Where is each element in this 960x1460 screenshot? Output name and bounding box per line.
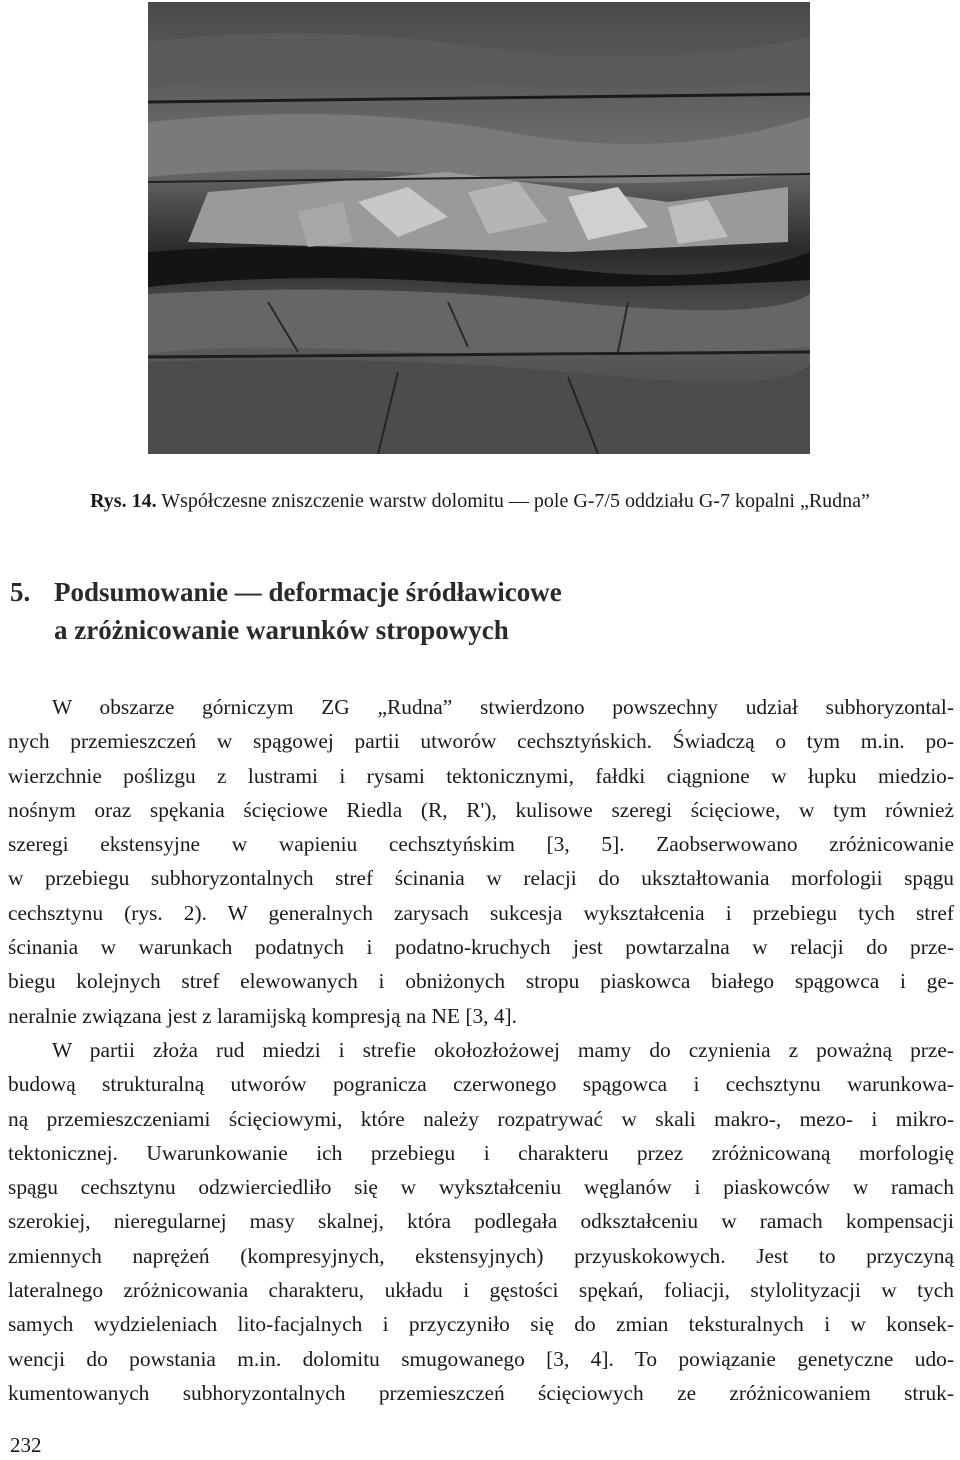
figure-caption-text: Współczesne zniszczenie warstw dolomitu — pole G-7/5 oddziału G-7 kopalni „Rudna” [161, 490, 870, 512]
section-title-line2: a zróżnicowanie warunków stropowych [54, 615, 509, 645]
text-line: szerokiej, nieregularnej masy skalnej, która podlegała odkształceniu w ramach kompensacji [8, 1209, 954, 1234]
text-line: wierzchnie poślizgu z lustrami i rysami tektonicznymi, fałdki ciągnione w łupku miedzio- [8, 763, 954, 788]
section-number: 5. [10, 577, 31, 607]
text-line: lateralnego zróżnicowania charakteru, układu i gęstości spękań, foliacji, stylolityzacji w tych [8, 1278, 954, 1303]
text-line: wencji do powstania m.in. dolomitu smugowanego [3, 4]. To powiązanie genetyczne udo- [8, 1346, 954, 1371]
text-line: zmiennych naprężeń (kompresyjnych, ekstensyjnych) przyuskokowych. Jest to przyczyną [8, 1243, 954, 1268]
text-line: nośnym oraz spękania ścięciowe Riedla (R, R'), kulisowe szeregi ścięciowe, w tym również [8, 797, 954, 822]
text-line: ścinania w warunkach podatnych i podatno-kruchych jest powtarzalna w relacji do prze- [8, 935, 954, 960]
figure-photo-dolomite-layers [148, 2, 810, 454]
page-number: 232 [10, 1433, 42, 1457]
text-line: spągu cechsztynu odzwierciedliło się w wykształceniu węglanów i piaskowców w ramach [8, 1175, 954, 1200]
paragraph-1 [8, 690, 954, 1033]
body-text [8, 690, 954, 1410]
text-line: w przebiegu subhoryzontalnych stref ścinania w relacji do ukształtowania morfologii spągu [8, 866, 954, 891]
text-line: szeregi ekstensyjne w wapieniu cechsztyńskim [3, 5]. Zaobserwowano zróżnicowanie [8, 832, 954, 857]
text-line: samych wydzieleniach lito-facjalnych i przyczyniło się do zmian teksturalnych i w konsek- [8, 1312, 954, 1337]
text-line: kumentowanych subhoryzontalnych przemieszczeń ścięciowych ze zróżnicowaniem struk- [8, 1380, 954, 1405]
section-heading [10, 573, 910, 649]
text-line: cechsztynu (rys. 2). W generalnych zarysach sukcesja wykształcenia i przebiegu tych stref [8, 900, 954, 925]
text-line: tektonicznej. Uwarunkowanie ich przebiegu i charakteru przez zróżnicowaną morfologię [8, 1140, 954, 1165]
text-line: nych przemieszczeń w spągowej partii utworów cechsztyńskich. Świadczą o tym m.in. po- [8, 729, 954, 754]
text-line: W partii złoża rud miedzi i strefie okołozłożowej mamy do czynienia z poważną prze- [52, 1037, 954, 1062]
text-line: W obszarze górniczym ZG „Rudna” stwierdzono powszechny udział subhoryzontal- [52, 695, 954, 719]
text-line: budową strukturalną utworów pogranicza czerwonego spągowca i cechsztynu warunkowa- [8, 1072, 954, 1097]
text-line: biegu kolejnych stref elewowanych i obniżonych stropu piaskowca białego spągowca i ge- [8, 969, 954, 994]
paragraph-2 [8, 1033, 954, 1410]
text-line: neralnie związana jest z laramijską kompresją na NE [3, 4]. [8, 1003, 517, 1028]
text-line: ną przemieszczeniami ścięciowymi, które należy rozpatrywać w skali makro-, mezo- i mikro- [8, 1106, 954, 1131]
figure-caption [0, 486, 960, 516]
figure-caption-label: Rys. 14. [90, 490, 157, 512]
section-title-line1: Podsumowanie — deformacje śródławicowe [54, 577, 562, 607]
